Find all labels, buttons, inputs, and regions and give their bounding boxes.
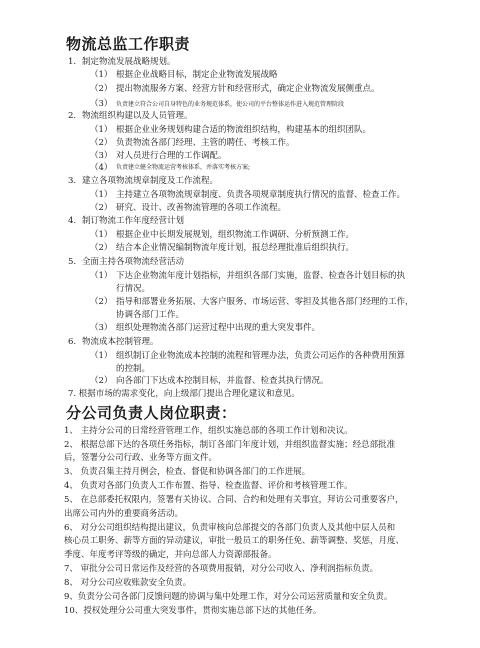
- subitem-number: （2）: [90, 243, 113, 253]
- subitem-number: （1）: [90, 70, 113, 80]
- item-text: 物流组织构建以及人员管理。: [82, 111, 193, 121]
- duty-line: 10、授权处理分公司重大突发事件，贯彻实施总部下达的其他任务。: [64, 606, 322, 616]
- subitem-text: 对人员进行合理的工作调配。: [116, 151, 227, 161]
- section-title-branch: 分公司负责人岗位职责：: [66, 404, 237, 422]
- subitem-text: 结合本企业情况编制物流年度计划，报总经理批准后组织执行。: [116, 243, 355, 253]
- subitem-number: （3）: [90, 323, 113, 333]
- subitem-text: 负责物流各部门经理、主管的聘任、考核工作。: [116, 138, 295, 148]
- item-text: 物流成本控制管理。: [82, 337, 159, 347]
- subitem-text: 下达企业物流年度计划指标，并组织各部门实施，监督、检查各计划目标的执: [116, 271, 406, 281]
- duty-line: 5、 在总部委托权限内，签署有关协议、合同、合约和处理有关事宜，拜访公司重要客户，: [64, 495, 404, 505]
- duty-line: 核心员工职务、薪等方面的异动建议，审批一般员工的职务任免、薪等调整、奖惩，月度、: [64, 536, 405, 546]
- subitem-text: 负责建立符合公司自身特色的业务规范体系，使公司的平台整体运作进入规范管理阶段: [116, 101, 345, 108]
- subitem-text-cont: 行情况。: [116, 284, 151, 294]
- item-text: 建立各项物流规章制度及工作流程。: [82, 176, 219, 186]
- subitem-number: （1）: [90, 125, 113, 135]
- subitem-text: 指导和部署业务拓展、大客户服务、市场运营、零担及其他各部门经理的工作，: [116, 297, 414, 307]
- subitem-number: （2）: [90, 203, 113, 213]
- subitem-number: （2）: [90, 84, 113, 94]
- subitem-text-cont: 的控制。: [116, 364, 151, 374]
- section-title-logistics: 物流总监工作职责: [66, 35, 191, 53]
- duty-line: 4、 负责对各部门负责人工作布置、指导、检查监督、评价和考核管理工作。: [64, 481, 353, 491]
- subitem-number: （1）: [90, 271, 113, 281]
- subitem-number: （1）: [90, 351, 113, 361]
- item-number: 4.: [68, 216, 77, 226]
- subitem-text: 组织制订企业物流成本控制的流程和管理办法，负责公司运作的各种费用预算: [116, 351, 406, 361]
- duty-line: 季度、年度考评等级的确定，并向总部人力资源部报备。: [64, 550, 277, 560]
- duty-line: 9、负责分公司各部门反馈问题的协调与集中处理工作，对分公司运营质量和安全负责。: [64, 592, 393, 602]
- duty-line: 6、 对分公司组织结构提出建议，负责审核向总部提交的各部门负责人及其他中层人员和: [64, 523, 396, 533]
- subitem-number: （4）: [90, 163, 113, 173]
- subitem-text: 组织处理物流各部门运营过程中出现的重大突发事件。: [116, 323, 321, 333]
- item-text: 制定物流发展战略规划。: [82, 57, 176, 67]
- duty-line: 1、 主持分公司的日常经营管理工作，组织实施总部的各项工作计划和决议。: [64, 426, 353, 436]
- item-text-7: 7. 根据市场的需求变化，向上级部门提出合理化建议和意见。: [68, 389, 300, 399]
- item-number: 1.: [68, 57, 77, 67]
- duty-line: 3、 负责召集主持月例会，检查、督促和协调各部门的工作进展。: [64, 467, 311, 477]
- subitem-text: 主持建立各项物流规章制度、负责各项规章制度执行情况的监督、检查工作。: [116, 190, 406, 200]
- subitem-text-cont: 协调各部门工作。: [116, 310, 185, 320]
- subitem-number: （3）: [90, 151, 113, 161]
- subitem-number: （1）: [90, 230, 113, 240]
- subitem-text: 提出物流服务方案、经营方针和经营形式，确定企业物流发展侧重点。: [116, 84, 380, 94]
- subitem-number: （2）: [90, 297, 113, 307]
- subitem-text: 负责建立健全物流运营考核体系，并落实考核方案;: [116, 164, 251, 171]
- item-number: 2.: [68, 111, 77, 121]
- subitem-text: 根据企业中长期发展规划，组织物流工作调研、分析预测工作。: [116, 230, 355, 240]
- item-number: 5.: [68, 257, 77, 267]
- subitem-text: 根据企业战略目标，制定企业物流发展战略: [116, 70, 278, 80]
- item-text: 制订物流工作年度经营计划: [82, 216, 185, 226]
- duty-line: 2、 根据总部下达的各项任务指标，制订各部门年度计划，并组织监督实施；经总部批准: [64, 440, 396, 450]
- subitem-text: 根据企业业务规划构建合适的物流组织结构，构建基本的组织团队。: [116, 125, 372, 135]
- duty-line: 后，签署分公司行政、业务等方面文件。: [64, 453, 218, 463]
- duty-line: 7、 审批分公司日常运作及经营的各项费用报销，对分公司收入、净利润指标负责。: [64, 564, 379, 574]
- duty-line: 出席公司内外的重要商务活动。: [64, 509, 184, 519]
- item-number: 3.: [68, 176, 77, 186]
- subitem-text: 向各部门下达成本控制目标，并监督、检查其执行情况。: [116, 376, 329, 386]
- subitem-number: （3）: [90, 99, 113, 109]
- subitem-number: （2）: [90, 376, 113, 386]
- item-text: 全面主持各项物流经营活动: [82, 257, 185, 267]
- duty-line: 8、 对分公司应收账款安全负责。: [64, 578, 192, 588]
- item-number: 6.: [68, 337, 77, 347]
- subitem-number: （2）: [90, 138, 113, 148]
- subitem-text: 研究、设计、改善物流管理的各项工作流程。: [116, 203, 287, 213]
- subitem-number: （1）: [90, 190, 113, 200]
